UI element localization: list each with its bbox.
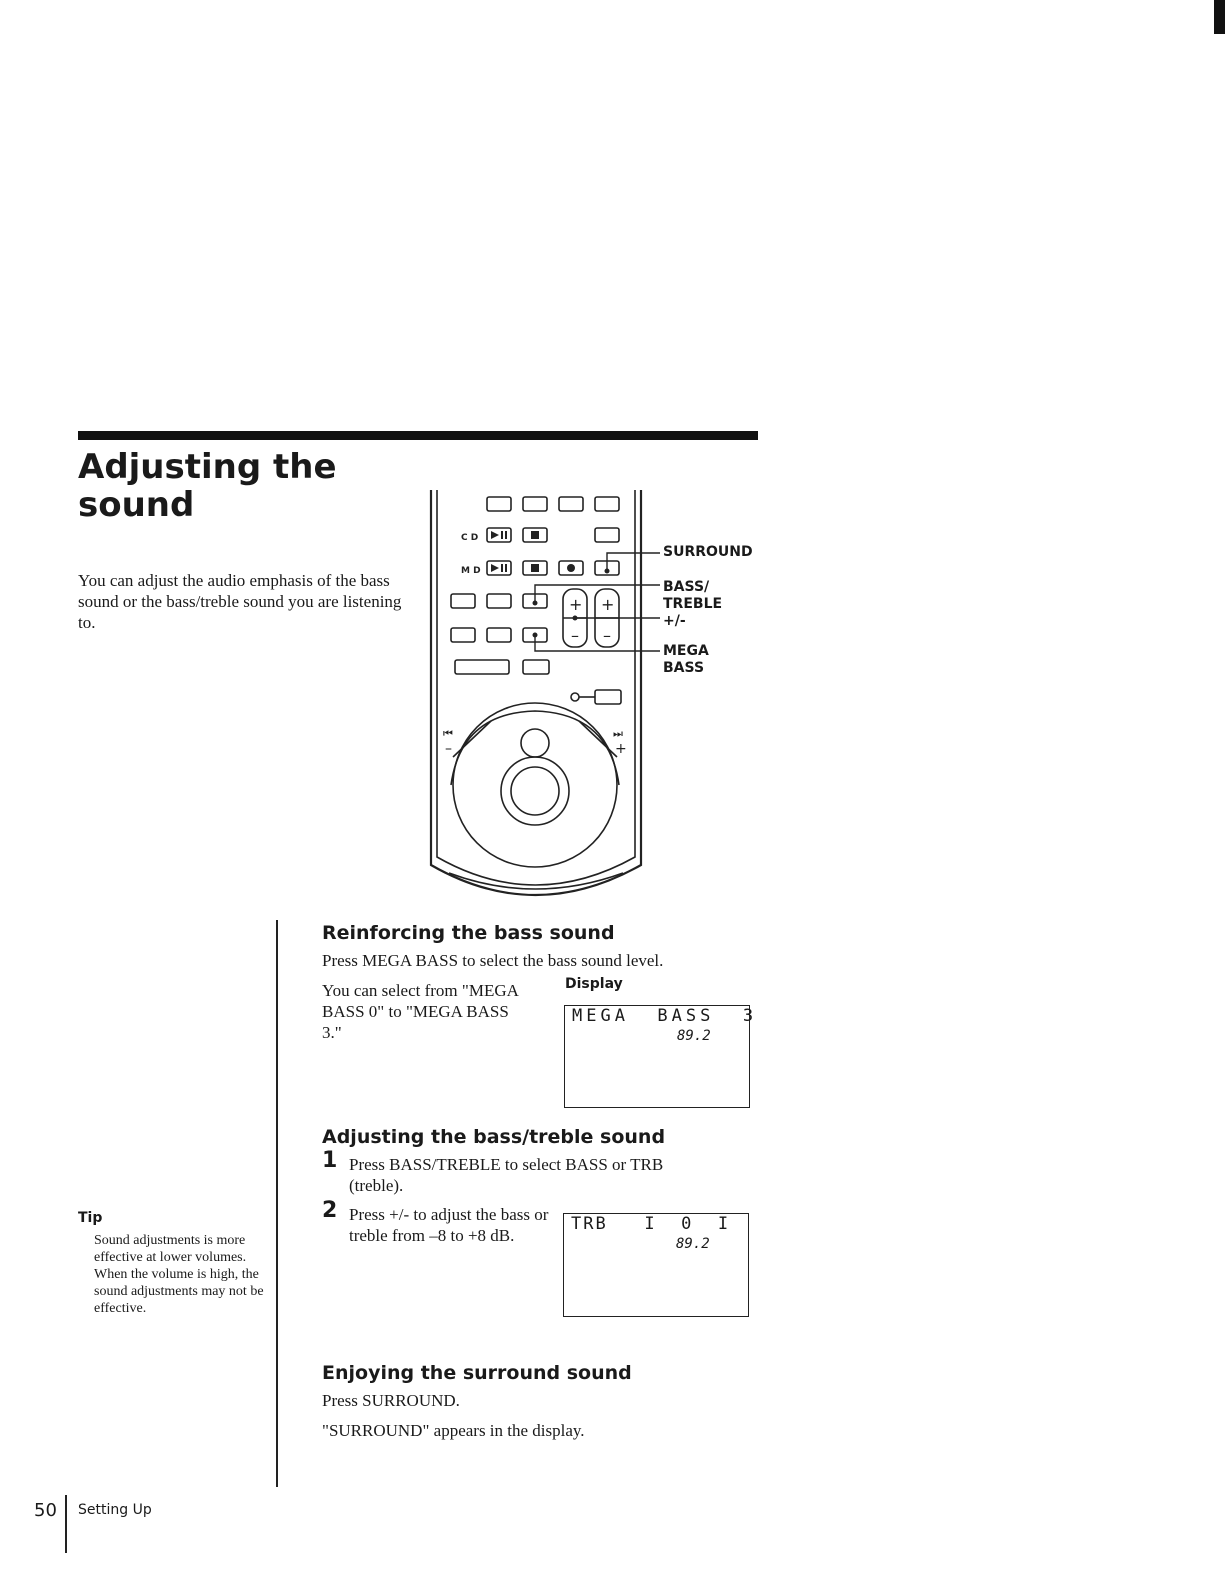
page-title-line2: sound [78,485,195,525]
step2-number: 2 [322,1198,338,1223]
reinforcing-line: Press MEGA BASS to select the bass sound level. [322,951,664,970]
surround-line1: Press SURROUND. [322,1391,460,1410]
lcd-mega-bass-main: MEGA BASS 3 [572,1006,758,1026]
step1-number: 1 [322,1148,338,1173]
intro-paragraph: You can adjust the audio emphasis of the bass sound or the bass/treble sound you are listening to. [78,571,402,632]
page-title [78,448,398,524]
footer-divider [65,1495,67,1553]
lcd-mega-bass-freq: 89.2 [677,1028,711,1044]
svg-text:+: + [601,595,615,614]
svg-text:–: – [603,626,611,645]
callout-bass-treble [663,579,722,630]
tip-text: Sound adjustments is more effective at lower volumes. When the volume is high, the sound adjustments may not be effective. [94,1233,264,1316]
heading-surround: Enjoying the surround sound [322,1362,632,1384]
svg-text:–: – [571,626,579,645]
tip-heading: Tip [78,1210,103,1226]
svg-text:C D: C D [461,533,479,543]
step2-text: Press +/- to adjust the bass or treble from –8 to +8 dB. [349,1205,549,1245]
section-rule [78,431,758,440]
lcd-mega-bass [564,1005,758,1108]
svg-text:–: – [445,741,452,757]
page-number: 50 [34,1500,57,1521]
callout-bass-treble-line3: +/- [663,613,686,629]
callout-mega-bass [663,643,709,677]
svg-text:M D: M D [461,566,481,576]
step1-text: Press BASS/TREBLE to select BASS or TRB (treble). [349,1155,664,1195]
page-title-line1: Adjusting the [78,447,337,487]
footer-section: Setting Up [78,1502,152,1518]
svg-text:⏮: ⏮ [443,727,453,740]
callout-bass-treble-line2: TREBLE [663,596,723,612]
callout-bass-treble-line1: BASS/ [663,579,710,595]
heading-reinforcing-bass: Reinforcing the bass sound [322,922,615,944]
surround-line2: "SURROUND" appears in the display. [322,1421,585,1440]
lcd-treble-freq: 89.2 [676,1236,710,1252]
column-divider [276,920,278,1487]
display-label: Display [565,976,623,992]
svg-text:+: + [615,741,627,757]
reinforcing-detail: You can select from "MEGA BASS 0" to "MEGA BASS 3." [322,981,518,1042]
edge-mark [1214,0,1225,34]
svg-text:⏭: ⏭ [613,727,623,740]
callout-mega-bass-line2: BASS [663,660,705,676]
lcd-treble-main: TRB I 0 I [571,1214,731,1234]
svg-text:+: + [569,595,583,614]
heading-bass-treble: Adjusting the bass/treble sound [322,1126,666,1148]
callout-surround: SURROUND [663,544,753,560]
callout-mega-bass-line1: MEGA [663,643,709,659]
lcd-treble [563,1213,749,1317]
